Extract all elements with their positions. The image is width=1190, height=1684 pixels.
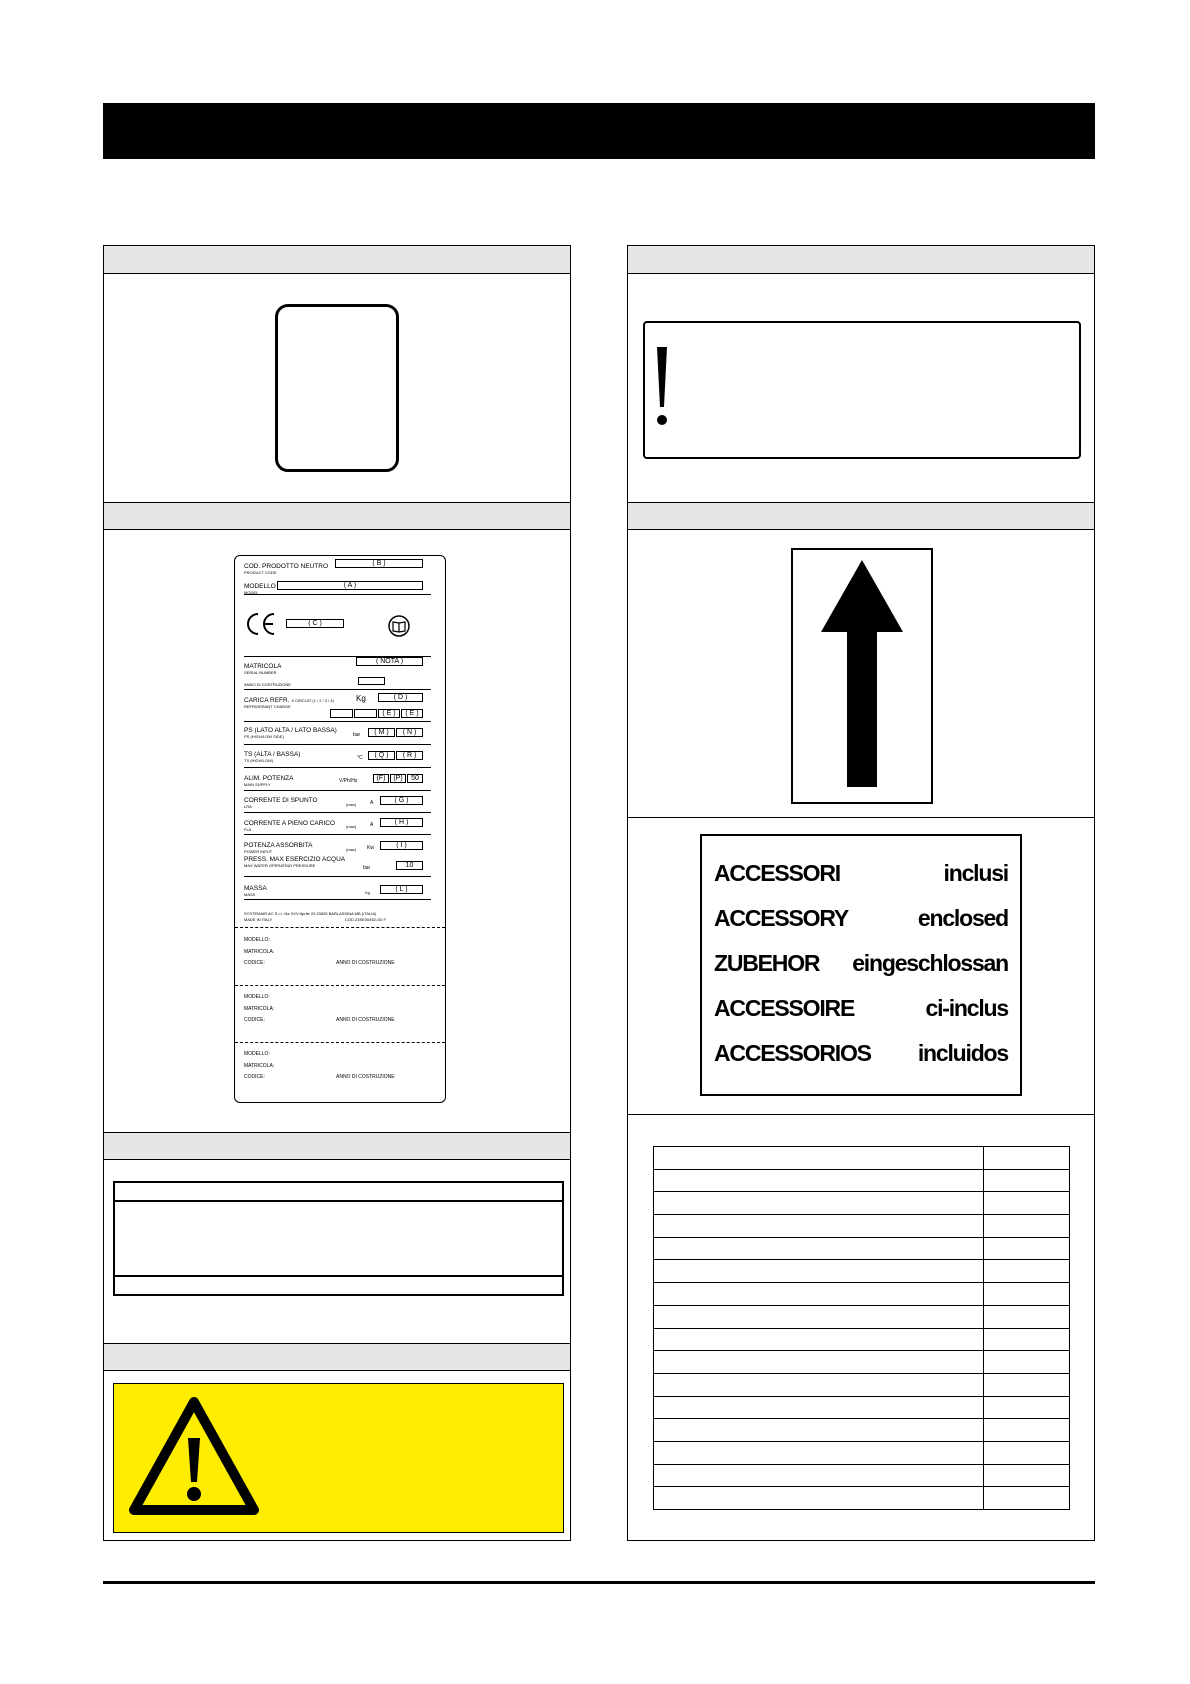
- plate-ts-unit: °C: [357, 755, 363, 761]
- plate-ps-unit: bar: [353, 732, 361, 738]
- stub1-modello: MODELLO:: [244, 937, 270, 943]
- section-header-6: [628, 502, 1094, 530]
- plate-ps-label: PS (LATO ALTA / LATO BASSA): [244, 727, 337, 734]
- table-cell-qty: [984, 1305, 1070, 1328]
- stub3-matricola: MATRICOLA:: [244, 1063, 275, 1069]
- plate-spunto-max: (max): [346, 802, 357, 807]
- plate-pieno-unit: A: [370, 822, 374, 828]
- plate-model-sub: MODEL: [244, 590, 259, 595]
- plate-ps-sub: PS (HIGH/LOW SIDE): [244, 734, 284, 739]
- page-footer-line: [103, 1581, 1095, 1584]
- table-cell-qty: [984, 1441, 1070, 1464]
- plate-potenza-unit: Kw: [367, 845, 374, 851]
- plate-massa-label: MASSA: [244, 885, 267, 892]
- table-cell-description: [654, 1441, 984, 1464]
- accessories-row-en: [714, 901, 1008, 935]
- table-row: [654, 1351, 1070, 1374]
- plate-potenza-max: (max): [346, 847, 357, 852]
- section-header-2: [104, 502, 570, 530]
- plate-potenza-label: POTENZA ASSORBITA: [244, 842, 313, 849]
- table-cell-description: [654, 1305, 984, 1328]
- table-cell-qty: [984, 1373, 1070, 1396]
- stub1-matricola: MATRICOLA:: [244, 949, 275, 955]
- table-cell-qty: [984, 1328, 1070, 1351]
- page-header-bar: [103, 103, 1095, 159]
- plate-spunto-label: CORRENTE DI SPUNTO: [244, 797, 318, 804]
- plate-press-unit: bar: [363, 865, 371, 871]
- table-cell-description: [654, 1328, 984, 1351]
- exclamation-icon: [655, 345, 669, 429]
- acc-fr-right: ci-inclus: [925, 994, 1008, 1021]
- plate-carica-unit: Kg: [356, 694, 366, 703]
- plate-cod-label: COD. PRODOTTO NEUTRO: [244, 563, 329, 570]
- plate-potenza-sub: POWER INPUT: [244, 849, 273, 854]
- acc-de-left: ZUBEHOR: [714, 949, 820, 976]
- stub1-codice: CODICE:: [244, 960, 265, 966]
- plate-carica-sub: REFRIGERANT CHARGE: [244, 704, 291, 709]
- stub2-matricola: MATRICOLA:: [244, 1006, 275, 1012]
- section-header-1: [104, 246, 570, 274]
- section-header-4: [104, 1343, 570, 1371]
- table-cell-description: [654, 1487, 984, 1510]
- stub3-codice: CODICE:: [244, 1074, 265, 1080]
- table-row: [654, 1237, 1070, 1260]
- stub2-anno: ANNO DI COSTRUZIONE: [336, 1017, 395, 1023]
- book-icon: [387, 615, 411, 637]
- plate-code: COD.23SE00452-0D F: [345, 917, 386, 922]
- plate-spunto-unit: A: [370, 800, 374, 806]
- table-cell-description: [654, 1373, 984, 1396]
- plate-carica-box: ( D ): [378, 693, 423, 702]
- acc-en-left: ACCESSORY: [714, 904, 849, 931]
- plate-spunto-sub: LRA: [244, 804, 252, 809]
- table-cell-qty: [984, 1260, 1070, 1283]
- plate-made: MADE IN ITALY: [244, 917, 273, 922]
- table-cell-qty: [984, 1487, 1070, 1510]
- acc-de-right: eingeschlossan: [852, 949, 1008, 976]
- table-cell-qty: [984, 1237, 1070, 1260]
- plate-carica-empty1: [330, 709, 353, 718]
- plate-carica-e2: ( E ): [401, 709, 423, 718]
- table-row: [654, 1260, 1070, 1283]
- table-row: [654, 1328, 1070, 1351]
- section-header-3: [104, 1132, 570, 1160]
- plate-matricola-sub: SERIAL NUMBER: [244, 670, 277, 675]
- plate-press-sub: MAX WATER OPERATING PRESSURE: [244, 863, 316, 868]
- table-cell-qty: [984, 1169, 1070, 1192]
- table-cell-description: [654, 1396, 984, 1419]
- table-row: [654, 1283, 1070, 1306]
- acc-en-right: enclosed: [917, 904, 1008, 931]
- table-cell-qty: [984, 1192, 1070, 1215]
- plate-massa-sub: MASS: [244, 892, 256, 897]
- plate-matricola-box: ( NOTA ): [356, 657, 423, 666]
- plate-alim-label: ALIM. POTENZA: [244, 775, 294, 782]
- plate-model-label: MODELLO: [244, 583, 276, 590]
- plate-model-box: ( A ): [277, 581, 423, 590]
- ce-mark-icon: [244, 611, 278, 637]
- table-row: [654, 1215, 1070, 1238]
- plate-massa-unit: Kg: [365, 890, 370, 895]
- table-cell-description: [654, 1464, 984, 1487]
- stub2-codice: CODICE:: [244, 1017, 265, 1023]
- table-cell-description: [654, 1419, 984, 1442]
- table-cell-qty: [984, 1147, 1070, 1170]
- warning-triangle-icon: [126, 1394, 262, 1518]
- stub2-modello: MODELLO:: [244, 994, 270, 1000]
- plate-anno-box: [358, 677, 385, 685]
- table-row: [654, 1305, 1070, 1328]
- plate-potenza-box: ( I ): [380, 841, 423, 850]
- table-cell-description: [654, 1192, 984, 1215]
- plate-carica-e1: ( E ): [378, 709, 400, 718]
- table-row: [654, 1464, 1070, 1487]
- table-row: [654, 1487, 1070, 1510]
- table-row: [654, 1147, 1070, 1170]
- plate-alim-hz: 50: [407, 774, 423, 783]
- acc-es-right: incluidos: [917, 1039, 1008, 1066]
- plate-pieno-max: (max): [346, 824, 357, 829]
- table-cell-qty: [984, 1283, 1070, 1306]
- plate-ts-q: ( Q ): [368, 751, 395, 760]
- acc-fr-left: ACCESSOIRE: [714, 994, 855, 1021]
- table-row: [654, 1169, 1070, 1192]
- accessories-row-fr: [714, 991, 1008, 1025]
- plate-pieno-box: ( H ): [380, 818, 423, 827]
- table-cell-qty: [984, 1396, 1070, 1419]
- acc-it-right: inclusi: [943, 859, 1008, 886]
- rating-plate: [234, 555, 446, 1103]
- plate-ts-sub: TS (HIGH/LOW): [244, 758, 274, 763]
- caution-notice-box: [643, 321, 1081, 459]
- table-cell-qty: [984, 1464, 1070, 1487]
- plate-press-box: 10: [396, 861, 423, 870]
- table-cell-qty: [984, 1215, 1070, 1238]
- stub1-anno: ANNO DI COSTRUZIONE: [336, 960, 395, 966]
- plate-carica-empty2: [354, 709, 377, 718]
- stub3-anno: ANNO DI COSTRUZIONE: [336, 1074, 395, 1080]
- table-cell-description: [654, 1169, 984, 1192]
- warning-label: [113, 1383, 564, 1533]
- table-cell-description: [654, 1351, 984, 1374]
- accessories-row-de: [714, 946, 1008, 980]
- table-cell-qty: [984, 1419, 1070, 1442]
- plate-alim-sub: MAIN SUPPLY: [244, 782, 271, 787]
- accessories-row-es: [714, 1036, 1008, 1070]
- plate-ps-n: ( N ): [396, 728, 423, 737]
- plate-cod-box: ( B ): [335, 559, 423, 568]
- plate-alim-f: (F): [373, 774, 389, 783]
- plate-spunto-box: ( G ): [380, 796, 423, 805]
- this-side-up-label: [791, 548, 933, 804]
- table-cell-qty: [984, 1351, 1070, 1374]
- acc-es-left: ACCESSORIOS: [714, 1039, 871, 1066]
- plate-alim-p: (P): [390, 774, 406, 783]
- plate-cod-sub: PRODUCT CODE: [244, 570, 277, 575]
- plate-carica-label: CARICA REFR.: [244, 697, 290, 704]
- plate-anno-label: ANNO DI COSTRUZIONE: [244, 682, 291, 687]
- table-cell-description: [654, 1283, 984, 1306]
- table-row: [654, 1396, 1070, 1419]
- table-row: [654, 1419, 1070, 1442]
- table-row: [654, 1373, 1070, 1396]
- plate-ce-box: ( C ): [286, 619, 344, 628]
- table-cell-description: [654, 1147, 984, 1170]
- plate-matricola-label: MATRICOLA: [244, 663, 282, 670]
- acc-it-left: ACCESSORI: [714, 859, 840, 886]
- stub3-modello: MODELLO:: [244, 1051, 270, 1057]
- blank-notice-box: [113, 1181, 564, 1296]
- blank-label: [275, 304, 399, 472]
- plate-pieno-sub: FLA: [244, 827, 252, 832]
- plate-ps-m: ( M ): [368, 728, 395, 737]
- accessories-row-it: [714, 856, 1008, 890]
- plate-alim-unit: V/Ph/Hz: [339, 778, 358, 784]
- plate-company: SYSTEMAIR AC S.r.l. Via XXV Aprile 29 20825 BARLASSINA MB (ITALIA): [244, 911, 377, 916]
- plate-carica-circuit: X CIRCUIT (1 / 2 / 3 / 4): [291, 698, 334, 703]
- plate-massa-box: ( L ): [380, 885, 423, 894]
- table-cell-description: [654, 1237, 984, 1260]
- accessories-label: [700, 834, 1022, 1096]
- plate-press-label: PRESS. MAX ESERCIZIO ACQUA: [244, 856, 346, 863]
- table-row: [654, 1441, 1070, 1464]
- empty-list-table: [653, 1146, 1070, 1510]
- plate-pieno-label: CORRENTE A PIENO CARICO: [244, 820, 336, 827]
- arrow-up-icon: [793, 550, 931, 802]
- plate-ts-r: ( R ): [396, 751, 423, 760]
- table-cell-description: [654, 1260, 984, 1283]
- table-cell-description: [654, 1215, 984, 1238]
- section-header-5: [628, 246, 1094, 274]
- table-row: [654, 1192, 1070, 1215]
- plate-ts-label: TS (ALTA / BASSA): [244, 751, 301, 758]
